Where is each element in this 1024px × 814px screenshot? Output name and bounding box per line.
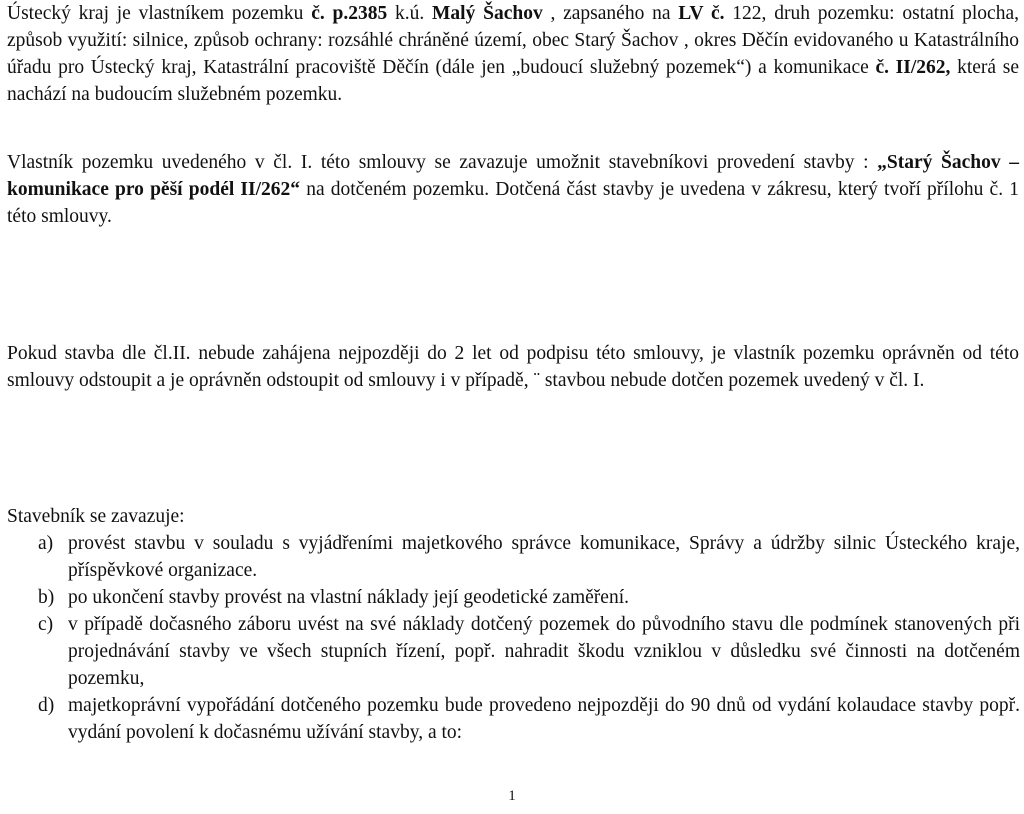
- paragraph-obligations-intro: Stavebník se zavazuje:: [7, 506, 185, 527]
- list-item: [38, 611, 1020, 692]
- text-run: Ústecký kraj je vlastníkem pozemku: [7, 3, 312, 24]
- list-item-text: v případě dočasného záboru uvést na své náklady dotčený pozemek do původního stavu dle podmínek stanovených při projednávání stavby ve všech stupních řízení, popř. nahradit škodu vzniklou v důsledku své činnosti na dotčeném pozemku,: [68, 614, 1020, 689]
- text-run: která se nachází na budoucím služebném pozemku.: [7, 57, 1020, 105]
- bold-run: č. p.2385: [311, 3, 388, 24]
- list-marker: c): [38, 614, 54, 635]
- list-item: [38, 692, 1020, 746]
- bold-run: č. II/262,: [875, 57, 951, 78]
- text-run: , zapsaného na: [542, 3, 679, 24]
- list-marker: a): [38, 533, 54, 554]
- text-run: 122, druh pozemku: ostatní plocha, způsob využití: silnice, způsob ochrany: rozsáhlé chráněné území, obec Starý Šachov , okres Děčín evidovaného u Katastrálního úřadu pro Ústecký kraj, Katastrální pracoviště Děčín (dále jen „budoucí služebný pozemek“) a komunikace: [7, 3, 1019, 78]
- paragraph-withdrawal: Pokud stavba dle čl.II. nebude zahájena nejpozději do 2 let od podpisu této smlouvy, je vlastník pozemku oprávněn od této smlouvy odstoupit a je oprávněn odstoupit od smlouvy i v případě, ¨ stavbou nebude dotčen pozemek uvedený v čl. I.: [7, 343, 1019, 391]
- text-run: na dotčeném pozemku. Dotčená část stavby je uvedena v zákresu, který tvoří přílohu č. 1 této smlouvy.: [7, 179, 1019, 227]
- list-item-text: majetkoprávní vypořádání dotčeného pozemku bude provedeno nejpozději do 90 dnů od vydání kolaudace stavby popř. vydání povolení k dočasnému užívání stavby, a to:: [68, 695, 1020, 743]
- bold-run: „Starý Šachov – komunikace pro pěší podél II/262“: [7, 152, 1019, 200]
- page-number: 1: [508, 788, 516, 804]
- list-item: [38, 584, 1020, 611]
- paragraph-ownership: [7, 0, 1019, 108]
- list-item: [38, 530, 1020, 584]
- paragraph-construction-permit: [7, 149, 1019, 230]
- bold-run: LV č.: [678, 3, 725, 24]
- obligations-list: [38, 530, 1020, 746]
- list-item-text: provést stavbu v souladu s vyjádřeními majetkového správce komunikace, Správy a údržby silnic Ústeckého kraje, příspěvkové organizace.: [68, 533, 1020, 581]
- bold-run: Malý Šachov: [432, 3, 543, 24]
- list-marker: b): [38, 587, 55, 608]
- list-marker: d): [38, 695, 55, 716]
- text-run: k.ú.: [387, 3, 433, 24]
- text-run: Vlastník pozemku uvedeného v čl. I. této smlouvy se zavazuje umožnit stavebníkovi provedení stavby :: [7, 152, 878, 173]
- list-item-text: po ukončení stavby provést na vlastní náklady její geodetické zaměření.: [68, 587, 629, 608]
